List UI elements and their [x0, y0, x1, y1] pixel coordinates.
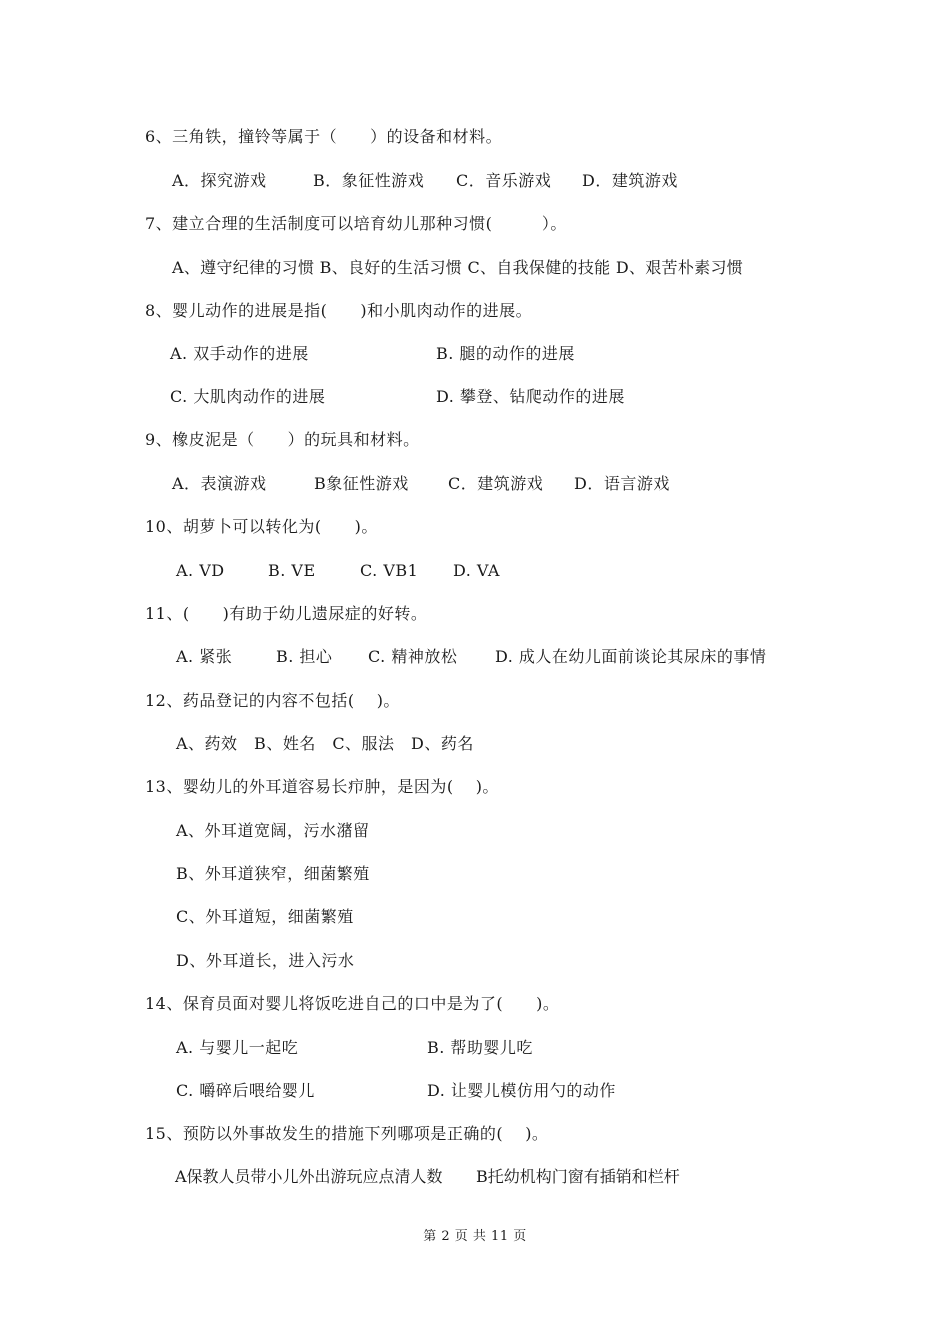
- q8-option-b: B. 腿的动作的进展: [436, 344, 575, 363]
- q6-option-d: D．建筑游戏: [582, 171, 678, 190]
- q13-option-d: D、外耳道长，进入污水: [176, 951, 355, 970]
- q9-option-c: C．建筑游戏: [448, 474, 544, 493]
- q10-option-d: D. VA: [453, 561, 500, 580]
- q14-option-c: C. 嚼碎后喂给婴儿: [176, 1081, 315, 1100]
- q13-option-a: A、外耳道宽阔，污水潴留: [176, 821, 370, 840]
- q8-option-d: D. 攀登、钻爬动作的进展: [436, 387, 625, 406]
- q9-option-b: B象征性游戏: [314, 474, 409, 493]
- question-7: 7、建立合理的生活制度可以培育幼儿那种习惯( ）。: [145, 214, 567, 233]
- q12-options: A、药效 B、姓名 C、服法 D、药名: [176, 734, 474, 753]
- q6-option-a: A．探究游戏: [172, 171, 267, 190]
- q13-option-b: B、外耳道狭窄，细菌繁殖: [176, 864, 370, 883]
- q11-option-d: D. 成人在幼儿面前谈论其尿床的事情: [495, 647, 767, 666]
- question-8: 8、婴儿动作的进展是指( )和小肌肉动作的进展。: [145, 301, 533, 320]
- question-15: 15、预防以外事故发生的措施下列哪项是正确的( )。: [145, 1124, 549, 1143]
- question-10: 10、胡萝卜可以转化为( )。: [145, 517, 378, 536]
- question-11: 11、( )有助于幼儿遗尿症的好转。: [145, 604, 428, 623]
- q10-option-b: B. VE: [268, 561, 316, 580]
- q8-option-a: A. 双手动作的进展: [170, 344, 309, 363]
- q15-option-a: A保教人员带小儿外出游玩应点清人数: [175, 1167, 443, 1186]
- page-number-footer: 第 2 页 共 11 页: [423, 1229, 527, 1244]
- q14-option-d: D. 让婴儿模仿用勺的动作: [427, 1081, 616, 1100]
- q8-option-c: C. 大肌肉动作的进展: [170, 387, 326, 406]
- question-14: 14、保育员面对婴儿将饭吃进自己的口中是为了( )。: [145, 994, 560, 1013]
- q6-option-c: C．音乐游戏: [456, 171, 552, 190]
- question-6: 6、三角铁，撞铃等属于（ ）的设备和材料。: [145, 127, 503, 146]
- q10-option-a: A. VD: [176, 561, 225, 580]
- q13-option-c: C、外耳道短，细菌繁殖: [176, 907, 354, 926]
- q11-option-c: C. 精神放松: [368, 647, 458, 666]
- question-9: 9、橡皮泥是（ ）的玩具和材料。: [145, 430, 420, 449]
- question-12: 12、药品登记的内容不包括( )。: [145, 691, 400, 710]
- q6-option-b: B．象征性游戏: [313, 171, 425, 190]
- q9-option-d: D．语言游戏: [574, 474, 670, 493]
- q7-options: A、遵守纪律的习惯 B、良好的生活习惯 C、自我保健的技能 D、艰苦朴素习惯: [172, 258, 744, 277]
- q15-option-b: B托幼机构门窗有插销和栏杆: [476, 1167, 680, 1186]
- q11-option-a: A. 紧张: [176, 647, 233, 666]
- q14-option-b: B. 帮助婴儿吃: [427, 1038, 533, 1057]
- question-13: 13、婴幼儿的外耳道容易长疖肿，是因为( )。: [145, 777, 499, 796]
- q10-option-c: C. VB1: [360, 561, 419, 580]
- q14-option-a: A. 与婴儿一起吃: [176, 1038, 299, 1057]
- q9-option-a: A．表演游戏: [172, 474, 267, 493]
- q11-option-b: B. 担心: [276, 647, 333, 666]
